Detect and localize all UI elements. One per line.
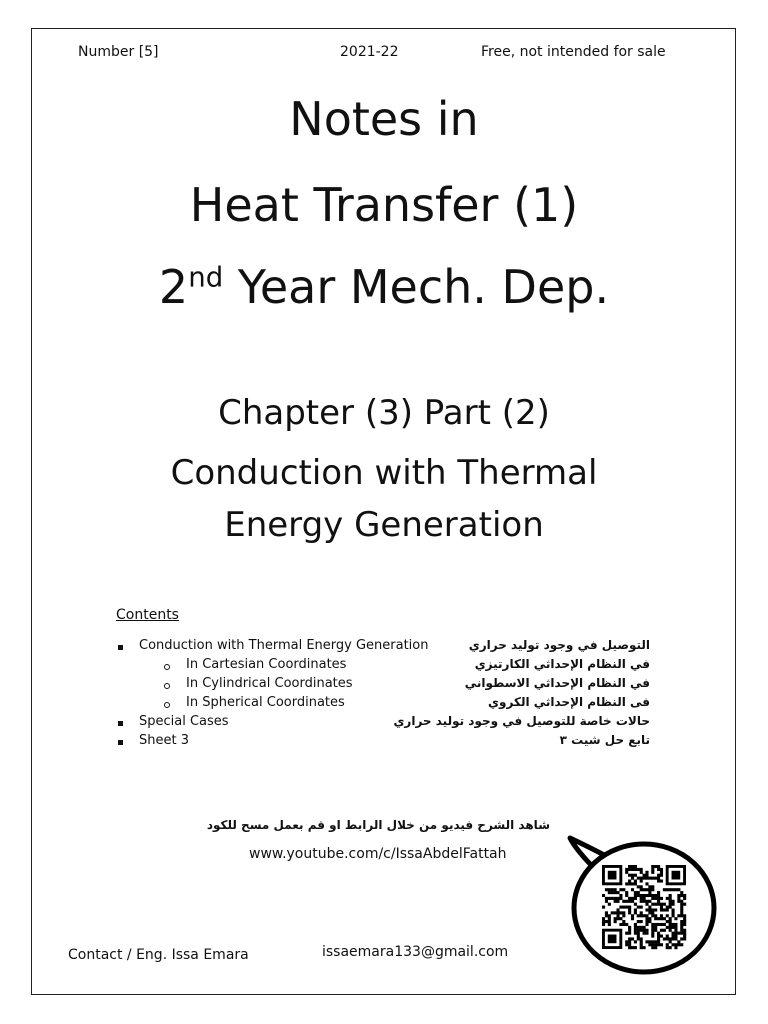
contact-name: Contact / Eng. Issa Emara <box>68 947 249 963</box>
square-bullet-icon <box>118 645 123 650</box>
contents-item-ar: التوصيل في وجود توليد حراري <box>468 638 650 652</box>
qr-code-bubble[interactable] <box>566 830 722 976</box>
title-line-3 <box>0 260 768 314</box>
video-instruction-ar: شاهد الشرح فيديو من خلال الرابط او قم بعمل مسح للكود <box>206 818 550 832</box>
academic-year: 2021-22 <box>340 44 399 60</box>
title-department: Year Mech. Dep. <box>223 260 610 314</box>
square-bullet-icon <box>118 721 123 726</box>
title-line-2: Heat Transfer (1) <box>189 178 579 232</box>
contents-item-en: Sheet 3 <box>139 733 189 748</box>
issue-number: Number [5] <box>78 44 159 60</box>
contents-item-ar: في النظام الإحداثي الكارتيزي <box>474 657 650 671</box>
square-bullet-icon <box>118 740 123 745</box>
chapter-title-line-1: Conduction with Thermal <box>170 453 598 493</box>
chapter-heading: Chapter (3) Part (2) <box>218 393 550 433</box>
contents-item-ar: فى النظام الإحداثي الكروي <box>488 695 650 709</box>
title-year-number: 2 <box>158 260 189 314</box>
contents-item-en: In Cylindrical Coordinates <box>186 676 353 691</box>
title-line-1: Notes in <box>289 92 479 146</box>
circle-bullet-icon <box>164 702 170 708</box>
contents-item-ar: في النظام الإحداثي الاسطواني <box>464 676 650 690</box>
contents-item-en: Conduction with Thermal Energy Generation <box>139 638 429 653</box>
contents-item-en: In Spherical Coordinates <box>186 695 345 710</box>
contents-item-en: Special Cases <box>139 714 229 729</box>
contents-heading: Contents <box>116 607 179 623</box>
contents-item-ar: تابع حل شيت ٣ <box>559 733 650 747</box>
youtube-link[interactable]: www.youtube.com/c/IssaAbdelFattah <box>249 846 507 862</box>
circle-bullet-icon <box>164 664 170 670</box>
chapter-title-line-2: Energy Generation <box>224 505 544 545</box>
contact-email[interactable]: issaemara133@gmail.com <box>322 944 509 960</box>
contents-item-en: In Cartesian Coordinates <box>186 657 347 672</box>
circle-bullet-icon <box>164 683 170 689</box>
contents-item-ar: حالات خاصة للتوصيل في وجود توليد حراري <box>393 714 650 728</box>
title-ordinal-suffix: nd <box>188 260 224 294</box>
free-notice: Free, not intended for sale <box>481 44 666 60</box>
